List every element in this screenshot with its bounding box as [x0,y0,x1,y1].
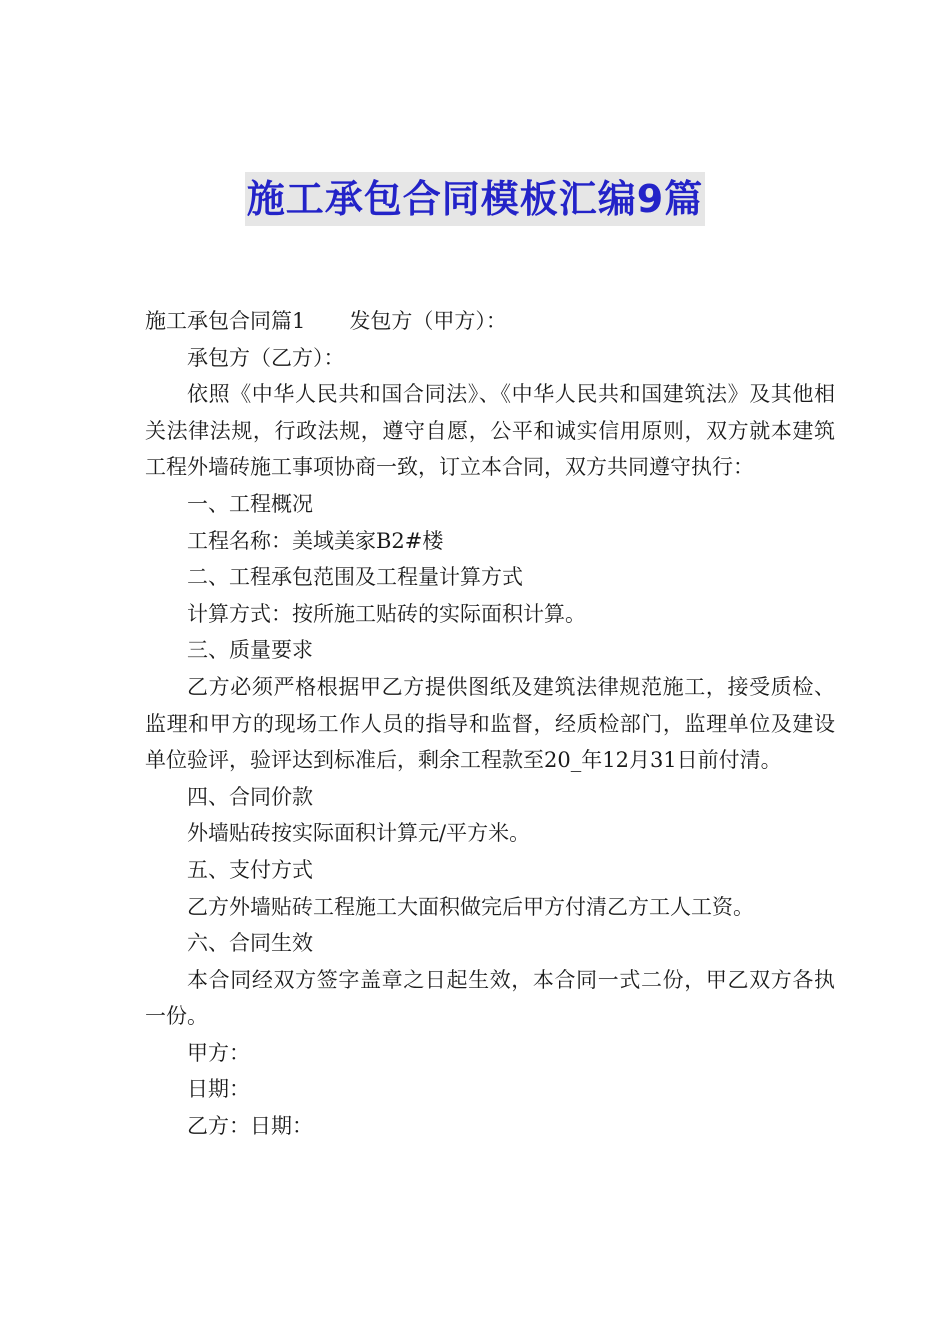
document-body [145,303,835,1145]
paragraph: 计算方式：按所施工贴砖的实际面积计算。 [187,601,586,626]
paragraph: 外墙贴砖按实际面积计算元/平方米。 [187,821,531,846]
paragraph: 承包方（乙方）： [187,345,345,370]
paragraph: 依照《中华人民共和国合同法》、《中华人民共和国建筑法》及其他相关法律法规，行政法规，遵守自愿，公平和诚实信用原则，双方就本建筑工程外墙砖施工事项协商一致，订立本合同，双方共同遵守执行： [145,382,835,480]
paragraph: 乙方外墙贴砖工程施工大面积做完后甲方付清乙方工人工资。 [187,894,754,919]
section-heading: 六、合同生效 [187,931,313,956]
document-title: 施工承包合同模板汇编9篇 [245,172,705,226]
paragraph: 乙方必须严格根据甲乙方提供图纸及建筑法律规范施工，接受质检、监理和甲方的现场工作人员的指导和监督，经质检部门，监理单位及建设单位验评，验评达到标准后，剩余工程款至20_年12月31日前付清。 [145,674,835,773]
signature-line: 乙方：日期： [187,1114,313,1139]
section-heading: 一、工程概况 [187,491,313,516]
section-heading: 五、支付方式 [187,857,313,882]
contract-heading: 施工承包合同篇1 [145,309,306,333]
paragraph: 本合同经双方签字盖章之日起生效，本合同一式二份，甲乙双方各执一份。 [145,967,835,1029]
signature-line: 甲方： [187,1040,250,1065]
section-heading: 三、质量要求 [187,638,313,663]
first-line [145,303,835,340]
section-heading: 二、工程承包范围及工程量计算方式 [187,565,523,590]
title-container [0,172,950,226]
party-a-label: 发包方（甲方）： [349,309,507,333]
section-heading: 四、合同价款 [187,784,313,809]
paragraph: 工程名称：美域美家B2#楼 [187,528,444,553]
signature-line: 日期： [187,1077,250,1102]
